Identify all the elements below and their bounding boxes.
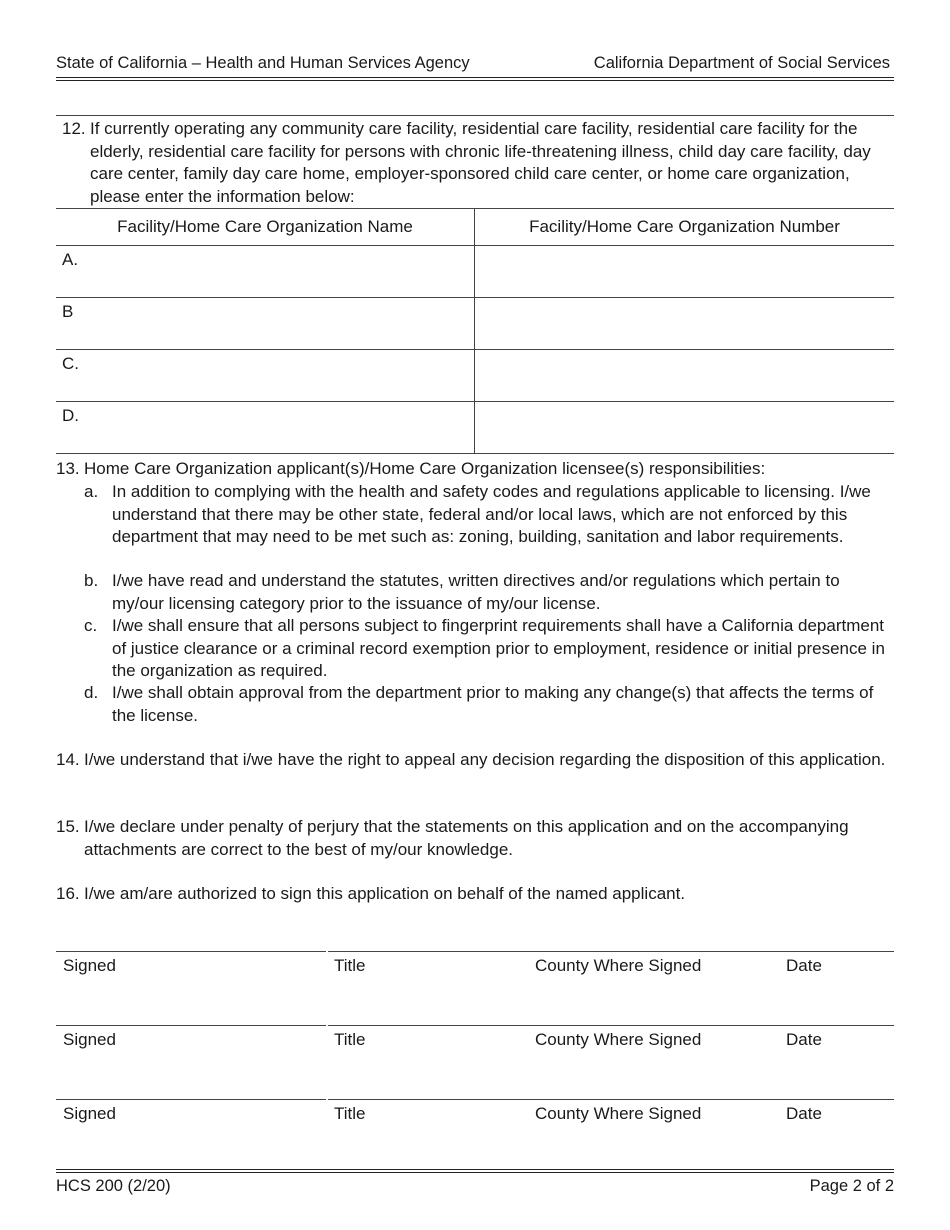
signed-field[interactable]: Signed [63, 1104, 116, 1123]
county-field[interactable]: County Where Signed [535, 1030, 702, 1049]
signed-field[interactable]: Signed [63, 1030, 116, 1049]
subitem-text: I/we shall ensure that all persons subject to fingerprint requirements shall have a California department of justice clearance or a criminal record exemption prior to employment, residence or initial presence in the organization as required. [112, 616, 885, 680]
signature-line [328, 951, 894, 952]
facility-name-field-d[interactable]: D. [56, 402, 475, 454]
item-number: 15. [56, 817, 80, 836]
facility-number-field-c[interactable] [475, 350, 895, 402]
table-row [56, 298, 894, 350]
item-text: Home Care Organization applicant(s)/Home Care Organization licensee(s) responsibilities: [84, 459, 766, 478]
item-number: 13. [56, 459, 80, 478]
item-text: I/we am/are authorized to sign this application on behalf of the named applicant. [84, 884, 686, 903]
date-field[interactable]: Date [786, 1030, 822, 1049]
item-number: 16. [56, 884, 80, 903]
item-text: If currently operating any community care facility, residential care facility, residential care facility for the elderly, residential care facility for persons with chronic life-threatening illness, child day care facility, day care center, family day care home, employer-sponsored child care center, or home care organization, please enter the information below: [90, 119, 871, 206]
signature-line [56, 951, 326, 952]
date-field[interactable]: Date [786, 1104, 822, 1123]
table-row [56, 350, 894, 402]
title-field[interactable]: Title [334, 1030, 366, 1049]
county-field[interactable]: County Where Signed [535, 1104, 702, 1123]
facility-number-field-d[interactable] [475, 402, 895, 454]
header-agency: State of California – Health and Human Services Agency [56, 54, 470, 72]
footer-rule [56, 1169, 894, 1170]
signature-line [328, 1025, 894, 1026]
subitem-letter: a. [84, 482, 99, 501]
facility-name-field-a[interactable]: A. [56, 246, 475, 298]
title-field[interactable]: Title [334, 1104, 366, 1123]
header-department: California Department of Social Services [593, 54, 890, 72]
county-field[interactable]: County Where Signed [535, 956, 702, 975]
footer-rule [56, 1172, 894, 1173]
column-header-name: Facility/Home Care Organization Name [56, 209, 475, 246]
signature-row [56, 1099, 894, 1139]
date-field[interactable]: Date [786, 956, 822, 975]
item-number: 14. [56, 750, 80, 769]
item-text: I/we understand that i/we have the right to appeal any decision regarding the disposition of this application. [84, 750, 886, 769]
signature-line [328, 1099, 894, 1100]
page-number: Page 2 of 2 [809, 1177, 894, 1195]
subitem-text: I/we have read and understand the statutes, written directives and/or regulations which pertain to my/our licensing category prior to the issuance of my/our license. [112, 571, 840, 613]
signature-line [56, 1099, 326, 1100]
signature-line [56, 1025, 326, 1026]
form-number: HCS 200 (2/20) [56, 1177, 171, 1195]
item-number: 12. [62, 119, 86, 138]
title-field[interactable]: Title [334, 956, 366, 975]
item-text: I/we declare under penalty of perjury that the statements on this application and on the accompanying attachments are correct to the best of my/our knowledge. [84, 817, 849, 859]
subitem-letter: c. [84, 616, 98, 635]
table-row [56, 246, 894, 298]
subitem-text: I/we shall obtain approval from the department prior to making any change(s) that affects the terms of the license. [112, 683, 874, 725]
signature-row [56, 951, 894, 991]
facility-number-field-a[interactable] [475, 246, 895, 298]
facility-name-field-b[interactable]: B [56, 298, 475, 350]
facility-name-field-c[interactable]: C. [56, 350, 475, 402]
section-divider [56, 115, 894, 116]
signed-field[interactable]: Signed [63, 956, 116, 975]
facility-table [56, 208, 894, 454]
header-rule [56, 77, 894, 78]
signature-row [56, 1025, 894, 1065]
table-row [56, 402, 894, 454]
subitem-text: In addition to complying with the health and safety codes and regulations applicable to licensing. I/we understand that there may be other state, federal and/or local laws, which are not enforced by this department that may need to be met such as: zoning, building, sanitation and labor requirements. [112, 482, 871, 546]
header-rule [56, 80, 894, 81]
subitem-letter: b. [84, 571, 99, 590]
facility-number-field-b[interactable] [475, 298, 895, 350]
subitem-letter: d. [84, 683, 99, 702]
column-header-number: Facility/Home Care Organization Number [475, 209, 895, 246]
